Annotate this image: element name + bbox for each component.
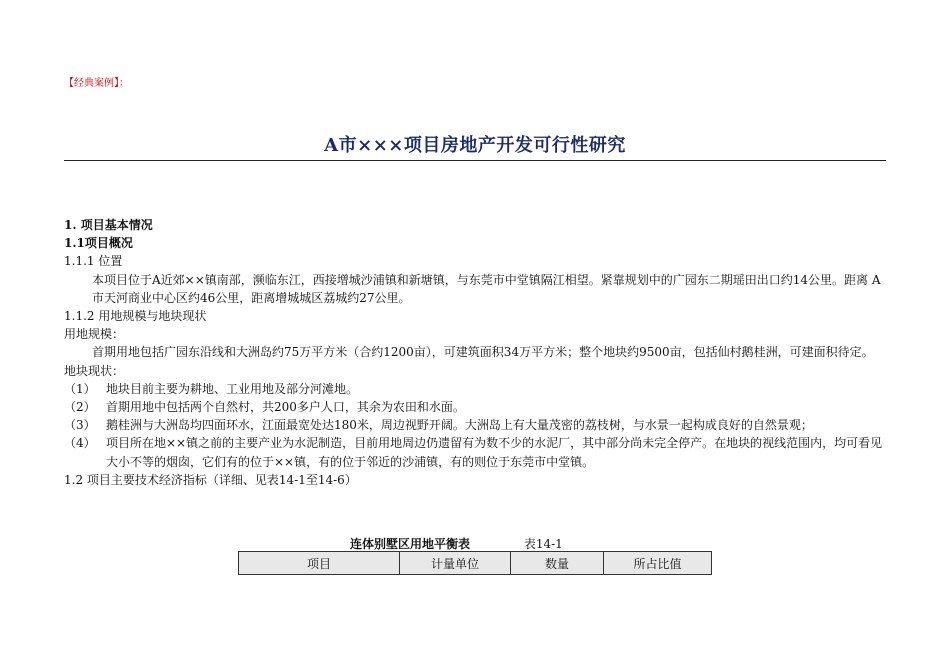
land-status-label: 地块现状： bbox=[64, 363, 125, 378]
table-caption bbox=[350, 535, 563, 552]
land-scale-label: 用地规模： bbox=[64, 327, 125, 342]
list-item bbox=[64, 434, 888, 470]
heading-1-2: 1.2 项目主要技术经济指标（详细、见表14-1至14-6） bbox=[64, 472, 357, 487]
land-scale-paragraph: 首期用地包括广园东沿线和大洲岛约75万平方米（合约1200亩），可建筑面积34万平方米；整个地块约9500亩，包括仙村鹅桂洲，可建面积待定。 bbox=[92, 345, 874, 360]
column-header-unit: 计量单位 bbox=[400, 552, 511, 575]
list-item-number: （4） bbox=[64, 436, 96, 451]
document-title: A市×××项目房地产开发可行性研究 bbox=[324, 135, 626, 156]
list-item-number: （3） bbox=[64, 418, 96, 433]
list-item-number: （2） bbox=[64, 400, 96, 415]
document-body bbox=[64, 216, 888, 489]
list-item-number: （1） bbox=[64, 381, 96, 396]
land-balance-table bbox=[238, 551, 712, 575]
list-item-text: 项目所在地××镇之前的主要产业为水泥制造，目前用地周边仍遗留有为数不少的水泥厂，其中部分尚未完全停产。在地块的视线范围内，均可看见大小不等的烟囱，它们有的位于××镇，有的位于邻近的沙浦镇，有的则位于东莞市中堂镇。 bbox=[106, 436, 883, 469]
list-item bbox=[64, 380, 888, 398]
location-paragraph: 本项目位于A近郊××镇南部，濒临东江，西接增城沙浦镇和新塘镇，与东莞市中堂镇隔江相望。紧靠规划中的广园东二期瑶田出口约14公里。距离 A市天河商业中心区约46公里，距离增城城区荔城约27公里。 bbox=[92, 272, 881, 305]
table-number: 表14-1 bbox=[523, 537, 563, 551]
list-item-text: 首期用地中包括两个自然村，共200多户人口，其余为农田和水面。 bbox=[106, 400, 465, 415]
list-item-text: 鹅桂洲与大洲岛均四面环水，江面最宽处达180米，周边视野开阔。大洲岛上有大量茂密的荔枝树，与水景一起构成良好的自然景观； bbox=[106, 418, 813, 433]
heading-1-1: 1.1项目概况 bbox=[64, 236, 133, 251]
case-tag: 【经典案例】： bbox=[64, 78, 129, 89]
list-item bbox=[64, 416, 888, 434]
heading-1-1-2: 1.1.2 用地规模与地块现状 bbox=[64, 309, 207, 324]
column-header-quantity: 数量 bbox=[511, 552, 604, 575]
table-title: 连体别墅区用地平衡表 bbox=[350, 537, 471, 551]
heading-1: 1. 项目基本情况 bbox=[64, 218, 153, 232]
title-divider bbox=[64, 160, 886, 161]
heading-1-1-1: 1.1.1 位置 bbox=[64, 254, 123, 269]
column-header-item: 项目 bbox=[239, 552, 400, 575]
list-item-text: 地块目前主要为耕地、工业用地及部分河滩地。 bbox=[106, 381, 359, 396]
list-item bbox=[64, 398, 888, 416]
table-header-row bbox=[239, 552, 712, 575]
column-header-ratio: 所占比值 bbox=[604, 552, 712, 575]
